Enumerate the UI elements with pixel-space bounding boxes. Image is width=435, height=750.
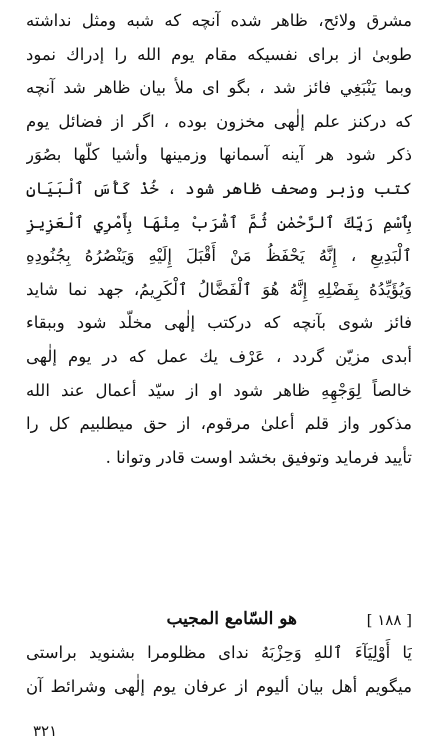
text-line: خالصاً لِوَجْهِهِ ظاهر شود او از سيّد أعمال عند الله — [26, 380, 412, 400]
text-line: فائز شوى بآنچه كه دركتب إلٰهى مخلّد شود وببقاء — [26, 313, 412, 333]
text-line: يَا أَوْلِيَآءَ ٱللهِ وَحِزْبَهُ نداى مظلومرا بشنويد براستى — [26, 643, 412, 662]
text-line: أبدى مزيّن گردد ، عَرْف يك عمل كه در يوم إلٰهى — [26, 346, 412, 366]
text-line: ميگويم أهل بيان أليوم از عرفان يوم إلٰهى وشرائط آن — [26, 676, 412, 696]
page-number: ٣٢١ — [33, 722, 58, 740]
text-line: وبما يَنْبَغِي فائز شد ، بگو اى ملأ بيان ظاهر شد آنچه — [26, 78, 412, 98]
text-line: كه دركنز علم إلٰهى مخزون بوده ، اگر از فضائل يوم — [26, 111, 412, 131]
main-text-block — [26, 4, 412, 474]
section-heading — [26, 607, 412, 637]
text-line: ذكر شود هر آينه آسمانها وزمينها وأشيا كلّها بصُوَر — [26, 145, 412, 165]
text-line: مشرق ولائح، ظاهر شده آنچه که شبه ومثل نداشته — [26, 11, 412, 30]
text-line-final: تأييد فرمايد وتوفيق بخشد اوست قادر وتوانا . — [105, 447, 412, 467]
text-line: وَيُؤَيِّدُهُ بِفَضْلِهِ إِنَّهُ هُوَ ٱلْفَضَّالُ ٱلْكَرِيمُ، جهد نما شايد — [26, 279, 412, 299]
text-line: بِٱسْمِ رَبِّكَ ٱلرَّحْمٰنِ ثُمَّ ٱشْرَبْ مِنْهَا بِأَمْرِي ٱلْعَزِيزِ — [26, 212, 412, 232]
section-number: [ ١٨٨ ] — [366, 611, 412, 629]
text-line: كتب وزبر وصحف ظاهر شود ، خُذْ كَأْسَ ٱلْبَيَانِ — [26, 178, 412, 198]
section-text-block — [26, 636, 412, 703]
text-line: ٱلْبَدِيعِ ، إِنَّهُ يَحْفَظُ مَنْ أَقْبَلَ إِلَيْهِ وَيَنْصُرُهُ بِجُنُودِهِ — [26, 246, 412, 266]
text-line: مذكور واز قلم أعلىٰ مرقوم، از حق ميطلبيم كل را — [26, 414, 412, 434]
section-title: هو السّامع المجيب — [166, 609, 297, 629]
text-line: طوبىٰ از براى نفسيكه مقام يوم الله را إدراك نمود — [26, 44, 412, 64]
